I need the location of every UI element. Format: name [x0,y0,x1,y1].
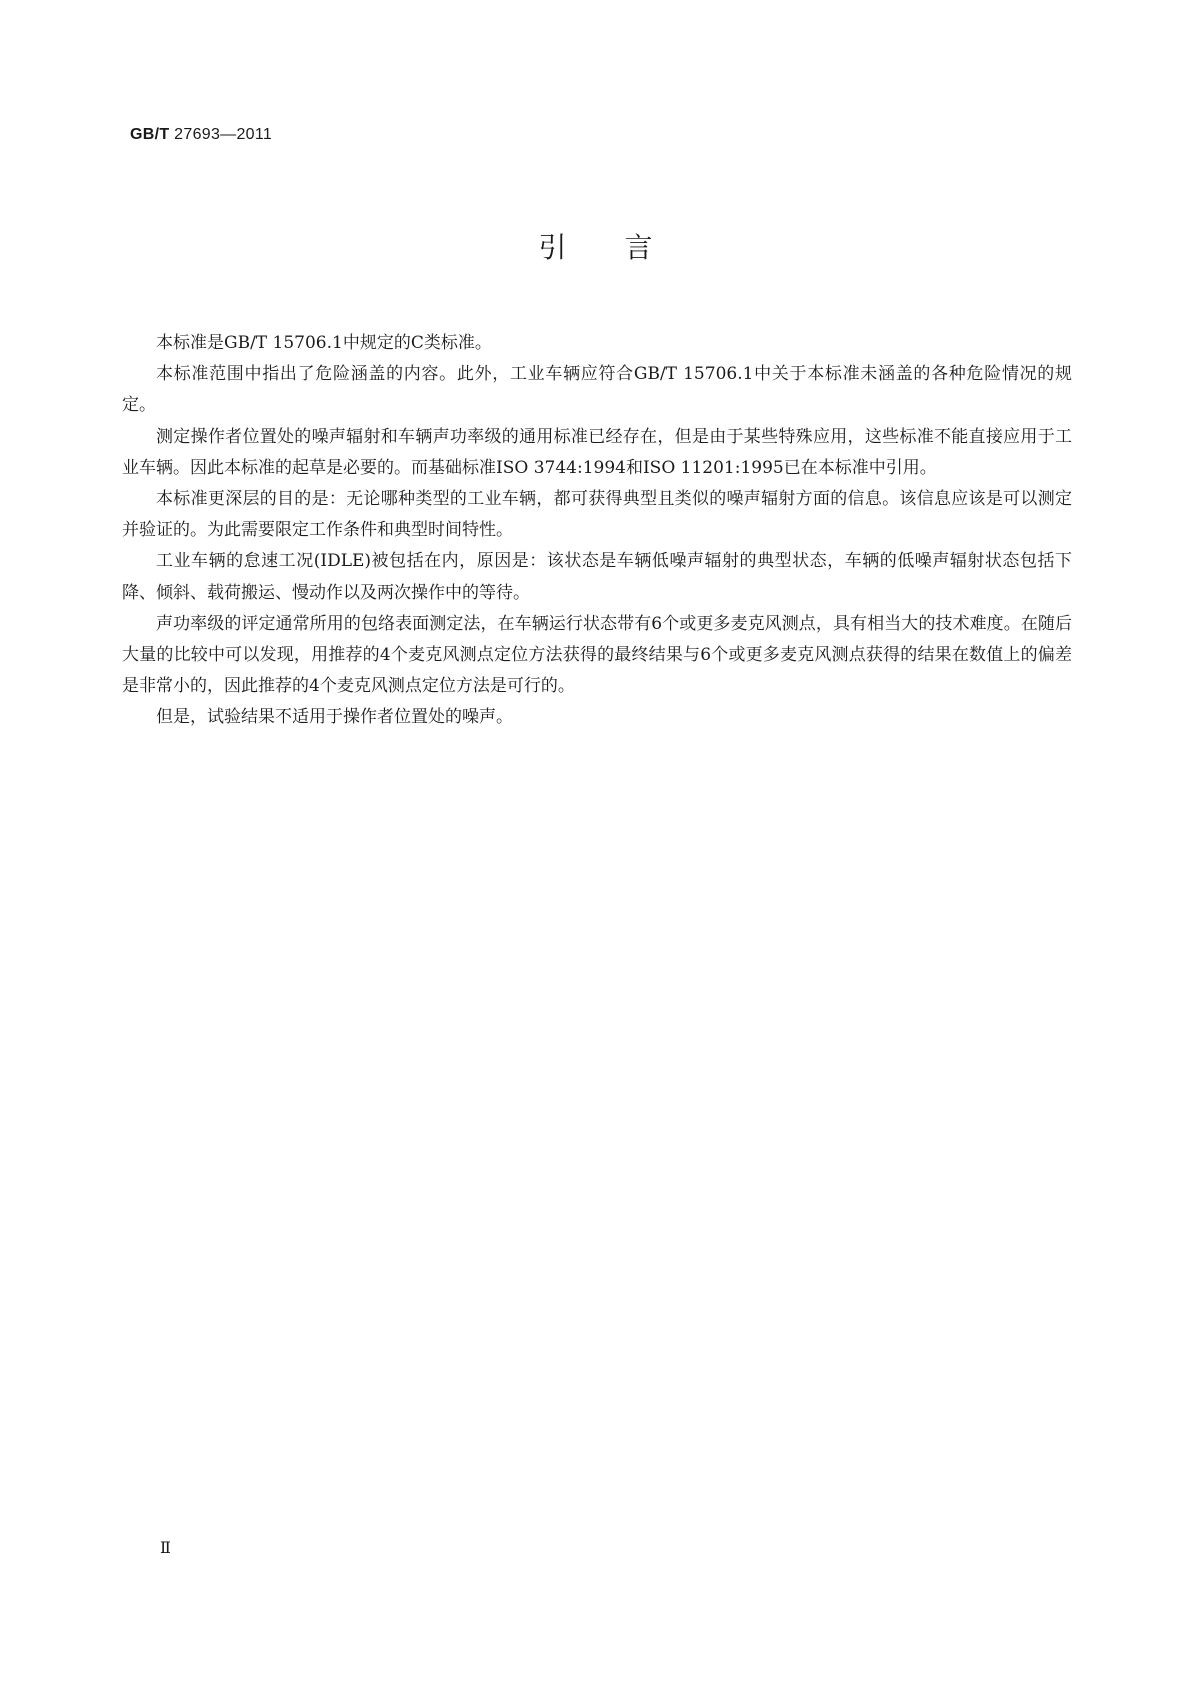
paragraph: 声功率级的评定通常所用的包络表面测定法，在车辆运行状态带有6个或更多麦克风测点，具有相当大的技术难度。在随后大量的比较中可以发现，用推荐的4个麦克风测点定位方法获得的最终结果与6个或更多麦克风测点获得的结果在数值上的偏差是非常小的，因此推荐的4个麦克风测点定位方法是可行的。 [122,613,1072,697]
standard-code-number: 27693—2011 [174,126,273,143]
page-title: 引言 [538,231,711,264]
page-number: Ⅱ [160,1538,171,1557]
standard-code [130,126,272,144]
standard-code-prefix: GB/T [130,126,170,143]
paragraph: 本标准是GB/T 15706.1中规定的C类标准。 [156,333,492,353]
document-body [122,328,1072,734]
paragraph: 本标准范围中指出了危险涵盖的内容。此外，工业车辆应符合GB/T 15706.1中关于本标准未涵盖的各种危险情况的规定。 [122,364,1072,416]
paragraph: 本标准更深层的目的是：无论哪种类型的工业车辆，都可获得典型且类似的噪声辐射方面的信息。该信息应该是可以测定并验证的。为此需要限定工作条件和典型时间特性。 [122,489,1072,541]
paragraph: 但是，试验结果不适用于操作者位置处的噪声。 [156,707,513,728]
paragraph: 测定操作者位置处的噪声辐射和车辆声功率级的通用标准已经存在，但是由于某些特殊应用，这些标准不能直接应用于工业车辆。因此本标准的起草是必要的。而基础标准ISO 3744:1994和ISO 11201:1995已在本标准中引用。 [122,426,1072,478]
paragraph: 工业车辆的怠速工况(IDLE)被包括在内，原因是：该状态是车辆低噪声辐射的典型状态，车辆的低噪声辐射状态包括下降、倾斜、载荷搬运、慢动作以及两次操作中的等待。 [122,551,1072,603]
